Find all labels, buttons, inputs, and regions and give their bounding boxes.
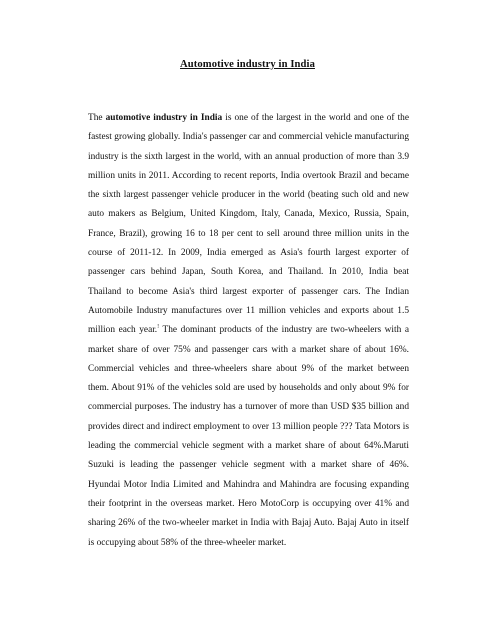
- body-paragraph: [88, 109, 409, 553]
- document-title: Automotive industry in India: [180, 59, 315, 70]
- footnote-mark: !: [157, 324, 160, 331]
- bold-term: automotive industry in India: [105, 113, 223, 123]
- paragraph-text-part-1: is one of the largest in the world and one of the fastest growing globally. India's passenger car and commercial vehicle manufacturing industry is the sixth largest in the world, with an annual production of more than 3.9 million units in 2011. According to recent reports, India overtook Brazil and became the sixth largest passenger vehicle producer in the world (beating such old and new auto makers as Belgium, United Kingdom, Italy, Canada, Mexico, Russia, Spain, France, Brazil), growing 16 to 18 per cent to sell around three million units in the course of 2011-12. In 2009, India emerged as Asia's fourth largest exporter of passenger cars behind Japan, South Korea, and Thailand. In 2010, India beat Thailand to become Asia's third largest exporter of passenger cars. The Indian Automobile Industry manufactures over 11 million vehicles and exports about 1.5 million each year.: [88, 113, 410, 336]
- paragraph-text-part-2: The dominant products of the industry are two-wheelers with a market share of over 75% and passenger cars with a market share of about 16%. Commercial vehicles and three-wheelers share about 9% of the market between them. About 91% of the vehicles sold are used by households and only about 9% for commercial purposes. The industry has a turnover of more than USD $35 billion and provides direct and indirect employment to over 13 million people ??? Tata Motors is leading the commercial vehicle segment with a market share of about 64%.Maruti Suzuki is leading the passenger vehicle segment with a market share of 46%. Hyundai Motor India Limited and Mahindra and Mahindra are focusing expanding their footprint in the overseas market. Hero MotoCorp is occupying over 41% and sharing 26% of the two-wheeler market in India with Bajaj Auto. Bajaj Auto in itself is occupying about 58% of the three-wheeler market.: [88, 325, 409, 548]
- document-body: [88, 109, 409, 553]
- paragraph-lead: The: [88, 113, 106, 123]
